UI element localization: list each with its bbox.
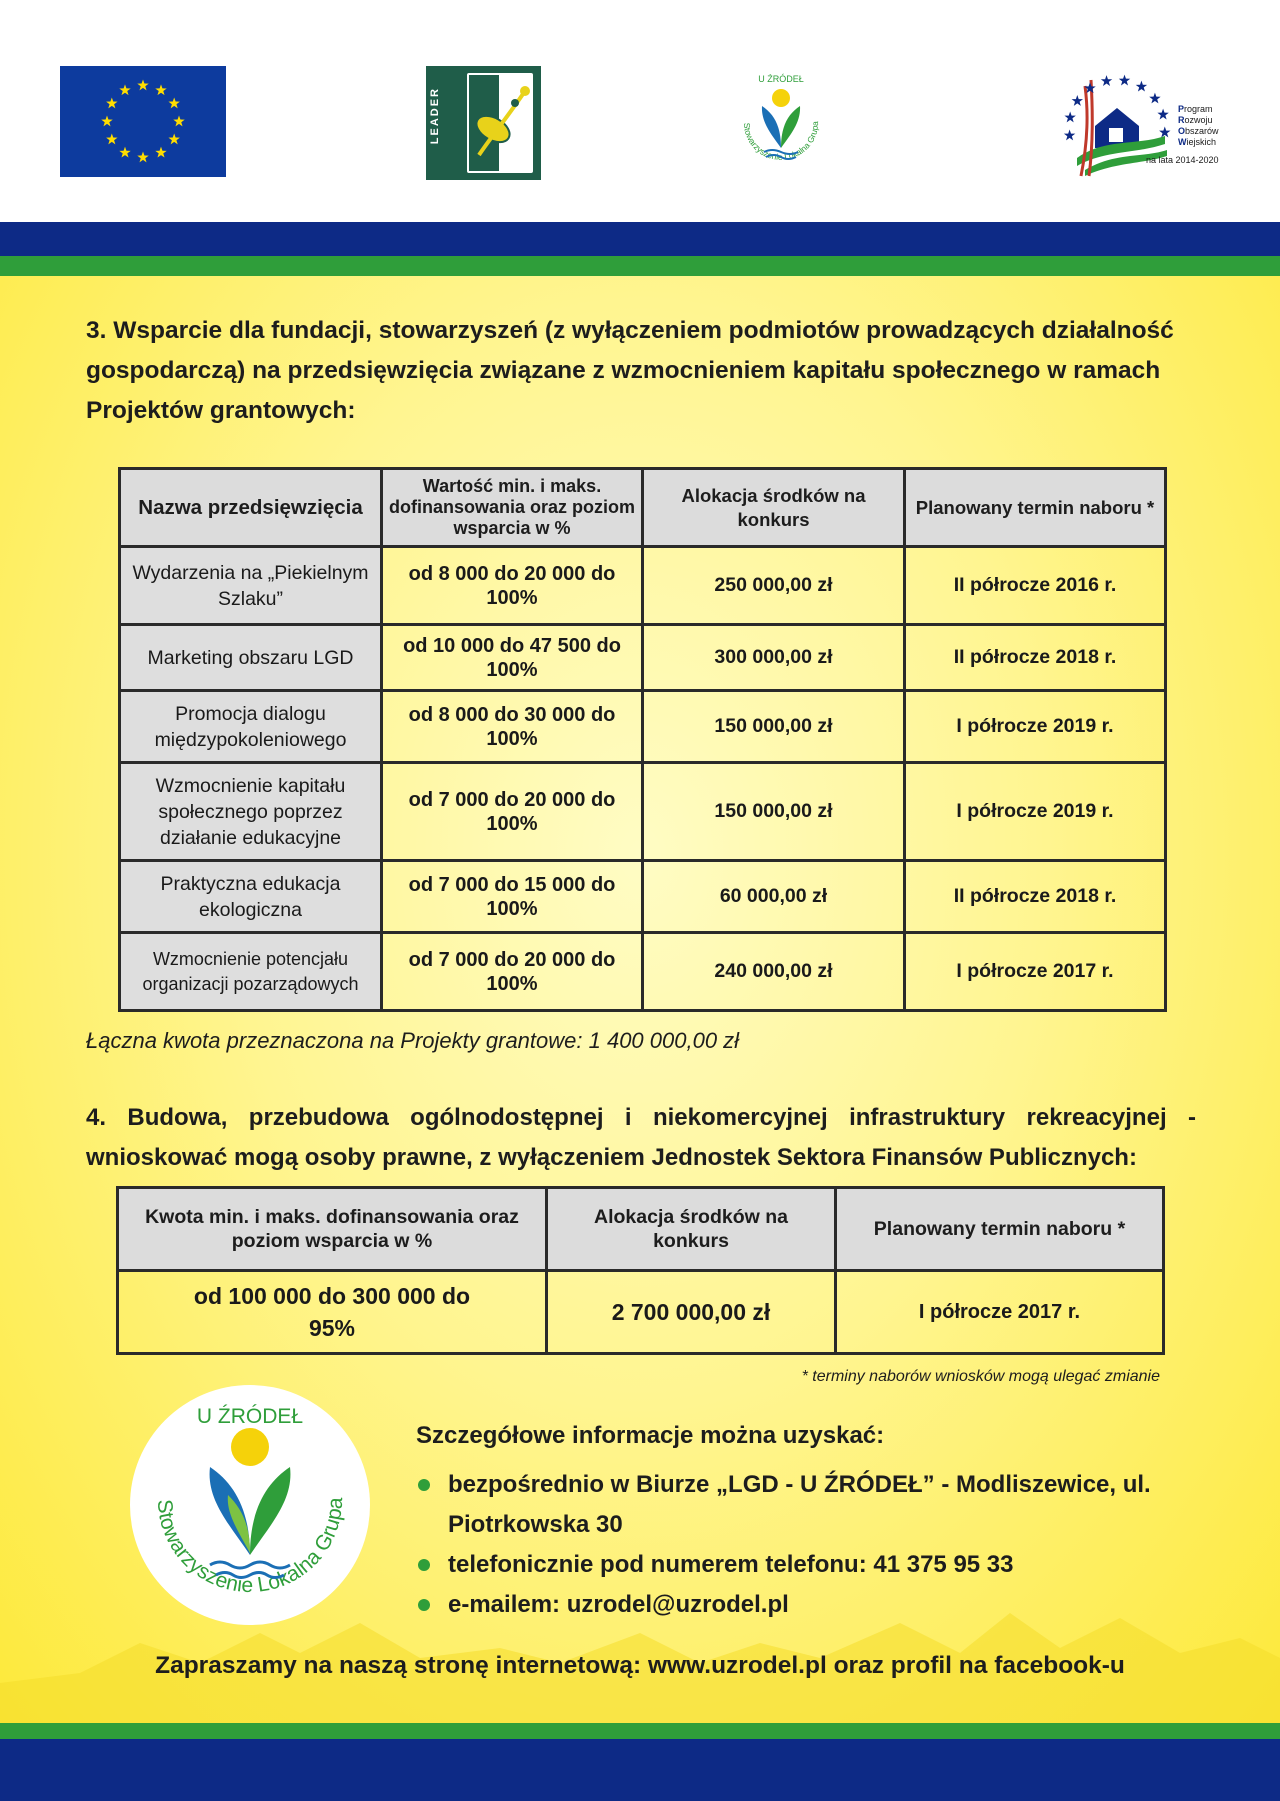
eu-star-icon xyxy=(168,134,179,145)
header-project-name: Nazwa przedsięwzięcia xyxy=(120,469,382,547)
prow-line: Program xyxy=(1178,104,1213,114)
prow-line: Obszarów xyxy=(1178,126,1219,136)
prow-star-icon xyxy=(1072,95,1083,106)
eu-star-icon xyxy=(137,152,148,163)
prow-star-icon xyxy=(1157,109,1168,120)
leader-logo xyxy=(426,66,541,180)
term-cell: II półrocze 2018 r. xyxy=(905,625,1166,691)
project-name-cell: Promocja dialogu międzypokoleniowego xyxy=(120,691,382,763)
prow-star-icon xyxy=(1101,75,1112,86)
value-range-cell: od 100 000 do 300 000 do 95% xyxy=(118,1271,547,1354)
footnote: * terminy naborów wniosków mogą ulegać zmianie xyxy=(801,1368,1160,1385)
list-item xyxy=(416,1545,1216,1585)
bullet-icon xyxy=(418,1559,430,1571)
top-green-stripe xyxy=(0,256,1280,276)
svg-text:U ŹRÓDEŁ: U ŹRÓDEŁ xyxy=(196,1405,304,1428)
table-row xyxy=(120,691,1166,763)
section-3-grant-table xyxy=(118,467,1167,1012)
section-3-heading: 3. Wsparcie dla fundacji, stowarzyszeń (z wyłączeniem podmiotów prowadzących działalność gospodarczą) na przedsięwzięcia związane z wzmocnieniem kapitału społecznego w ramach Projektów grantowych: xyxy=(86,317,1174,424)
top-blue-stripe xyxy=(0,222,1280,256)
term-cell: I półrocze 2019 r. xyxy=(905,763,1166,861)
value-range-cell: od 7 000 do 20 000 do 100% xyxy=(382,763,643,861)
value-range-cell: od 8 000 do 30 000 do 100% xyxy=(382,691,643,763)
header-planned-term: Planowany termin naboru * xyxy=(836,1188,1164,1271)
prow-line: Wiejskich xyxy=(1178,137,1217,147)
uzrodel-small-logo xyxy=(726,68,836,178)
table-row xyxy=(118,1271,1164,1354)
allocation-cell: 300 000,00 zł xyxy=(643,625,905,691)
contact-info-list xyxy=(416,1465,1216,1625)
term-cell: II półrocze 2018 r. xyxy=(905,861,1166,933)
list-item xyxy=(416,1585,1216,1625)
value-range-cell: od 7 000 do 20 000 do 100% xyxy=(382,933,643,1011)
table-row xyxy=(120,933,1166,1011)
term-cell: I półrocze 2019 r. xyxy=(905,691,1166,763)
section-4-infrastructure-table xyxy=(116,1186,1165,1355)
eu-star-icon xyxy=(101,116,112,127)
bullet-icon xyxy=(418,1479,430,1491)
contact-email: e-mailem: uzrodel@uzrodel.pl xyxy=(448,1591,789,1618)
header-value-range: Wartość min. i maks. dofinansowania oraz poziom wsparcia w % xyxy=(382,469,643,547)
contact-phone: telefonicznie pod numerem telefonu: 41 375 95 33 xyxy=(448,1551,1014,1578)
allocation-cell: 150 000,00 zł xyxy=(643,763,905,861)
info-title: Szczegółowe informacje można uzyskać: xyxy=(416,1422,885,1449)
header-allocation: Alokacja środków na konkurs xyxy=(643,469,905,547)
prow-line: Rozwoju xyxy=(1178,115,1213,125)
table-row xyxy=(120,547,1166,625)
prow-star-icon xyxy=(1064,130,1075,141)
svg-text:Stowarzyszenie Lokalna Grupa D: Stowarzyszenie Lokalna Grupa xyxy=(152,1496,348,1598)
grant-total: Łączna kwota przeznaczona na Projekty grantowe: 1 400 000,00 zł xyxy=(86,1028,740,1053)
eu-star-icon xyxy=(119,84,130,95)
uzrodel-badge-logo xyxy=(130,1385,370,1625)
term-cell: I półrocze 2017 r. xyxy=(836,1271,1164,1354)
allocation-cell: 60 000,00 zł xyxy=(643,861,905,933)
prow-star-icon xyxy=(1064,112,1075,123)
value-range-cell: od 10 000 do 47 500 do 100% xyxy=(382,625,643,691)
eu-star-icon xyxy=(119,147,130,158)
leader-word: LEADER xyxy=(429,87,441,145)
eu-star-icon xyxy=(155,147,166,158)
prow-star-icon xyxy=(1136,81,1147,92)
prow-years: na lata 2014-2020 xyxy=(1146,155,1219,165)
project-name-cell: Wzmocnienie kapitału społecznego poprzez działanie edukacyjne xyxy=(120,763,382,861)
prow-star-icon xyxy=(1119,75,1130,86)
allocation-cell: 240 000,00 zł xyxy=(643,933,905,1011)
allocation-cell: 2 700 000,00 zł xyxy=(547,1271,836,1354)
svg-text:Stowarzyszenie Lokalna Grupa D: Stowarzyszenie Lokalna Grupa xyxy=(741,121,821,163)
svg-text:U ŹRÓDEŁ: U ŹRÓDEŁ xyxy=(758,74,804,84)
eu-star-icon xyxy=(106,98,117,109)
website-invite: Zapraszamy na naszą stronę internetową: www.uzrodel.pl oraz profil na facebook-u xyxy=(155,1652,1125,1679)
term-cell: II półrocze 2016 r. xyxy=(905,547,1166,625)
term-cell: I półrocze 2017 r. xyxy=(905,933,1166,1011)
project-name-cell: Praktyczna edukacja ekologiczna xyxy=(120,861,382,933)
header-value-range: Kwota min. i maks. dofinansowania oraz poziom wsparcia w % xyxy=(118,1188,547,1271)
logo-strip xyxy=(0,0,1280,222)
project-name-cell: Marketing obszaru LGD xyxy=(120,625,382,691)
value-range-cell: od 8 000 do 20 000 do 100% xyxy=(382,547,643,625)
allocation-cell: 250 000,00 zł xyxy=(643,547,905,625)
section-4-heading: 4. Budowa, przebudowa ogólnodostępnej i niekomercyjnej infrastruktury rekreacyjnej - wnioskować mogą osoby prawne, z wyłączeniem Jednostek Sektora Finansów Publicznych: xyxy=(86,1104,1196,1171)
list-item xyxy=(416,1465,1216,1545)
prow-star-icon xyxy=(1159,127,1170,138)
eu-star-icon xyxy=(168,98,179,109)
eu-flag-logo xyxy=(60,66,226,177)
contact-office: bezpośrednio w Biurze „LGD - U ŹRÓDEŁ” - Modliszewice, ul. Piotrkowska 30 xyxy=(448,1471,1151,1538)
project-name-cell: Wydarzenia na „Piekielnym Szlaku” xyxy=(120,547,382,625)
eu-star-icon xyxy=(155,84,166,95)
eu-star-icon xyxy=(137,80,148,91)
header-allocation: Alokacja środków na konkurs xyxy=(547,1188,836,1271)
allocation-cell: 150 000,00 zł xyxy=(643,691,905,763)
value-range-cell: od 7 000 do 15 000 do 100% xyxy=(382,861,643,933)
eu-star-icon xyxy=(106,134,117,145)
table-row xyxy=(120,625,1166,691)
bottom-blue-stripe xyxy=(0,1739,1280,1801)
table-row xyxy=(120,861,1166,933)
header-planned-term: Planowany termin naboru * xyxy=(905,469,1166,547)
project-name-cell: Wzmocnienie potencjału organizacji pozarządowych xyxy=(120,933,382,1011)
prow-star-icon xyxy=(1149,93,1160,104)
prow-wordmark xyxy=(1178,104,1219,148)
table-row xyxy=(120,763,1166,861)
bottom-green-stripe xyxy=(0,1723,1280,1739)
bullet-icon xyxy=(418,1599,430,1611)
eu-star-icon xyxy=(173,116,184,127)
